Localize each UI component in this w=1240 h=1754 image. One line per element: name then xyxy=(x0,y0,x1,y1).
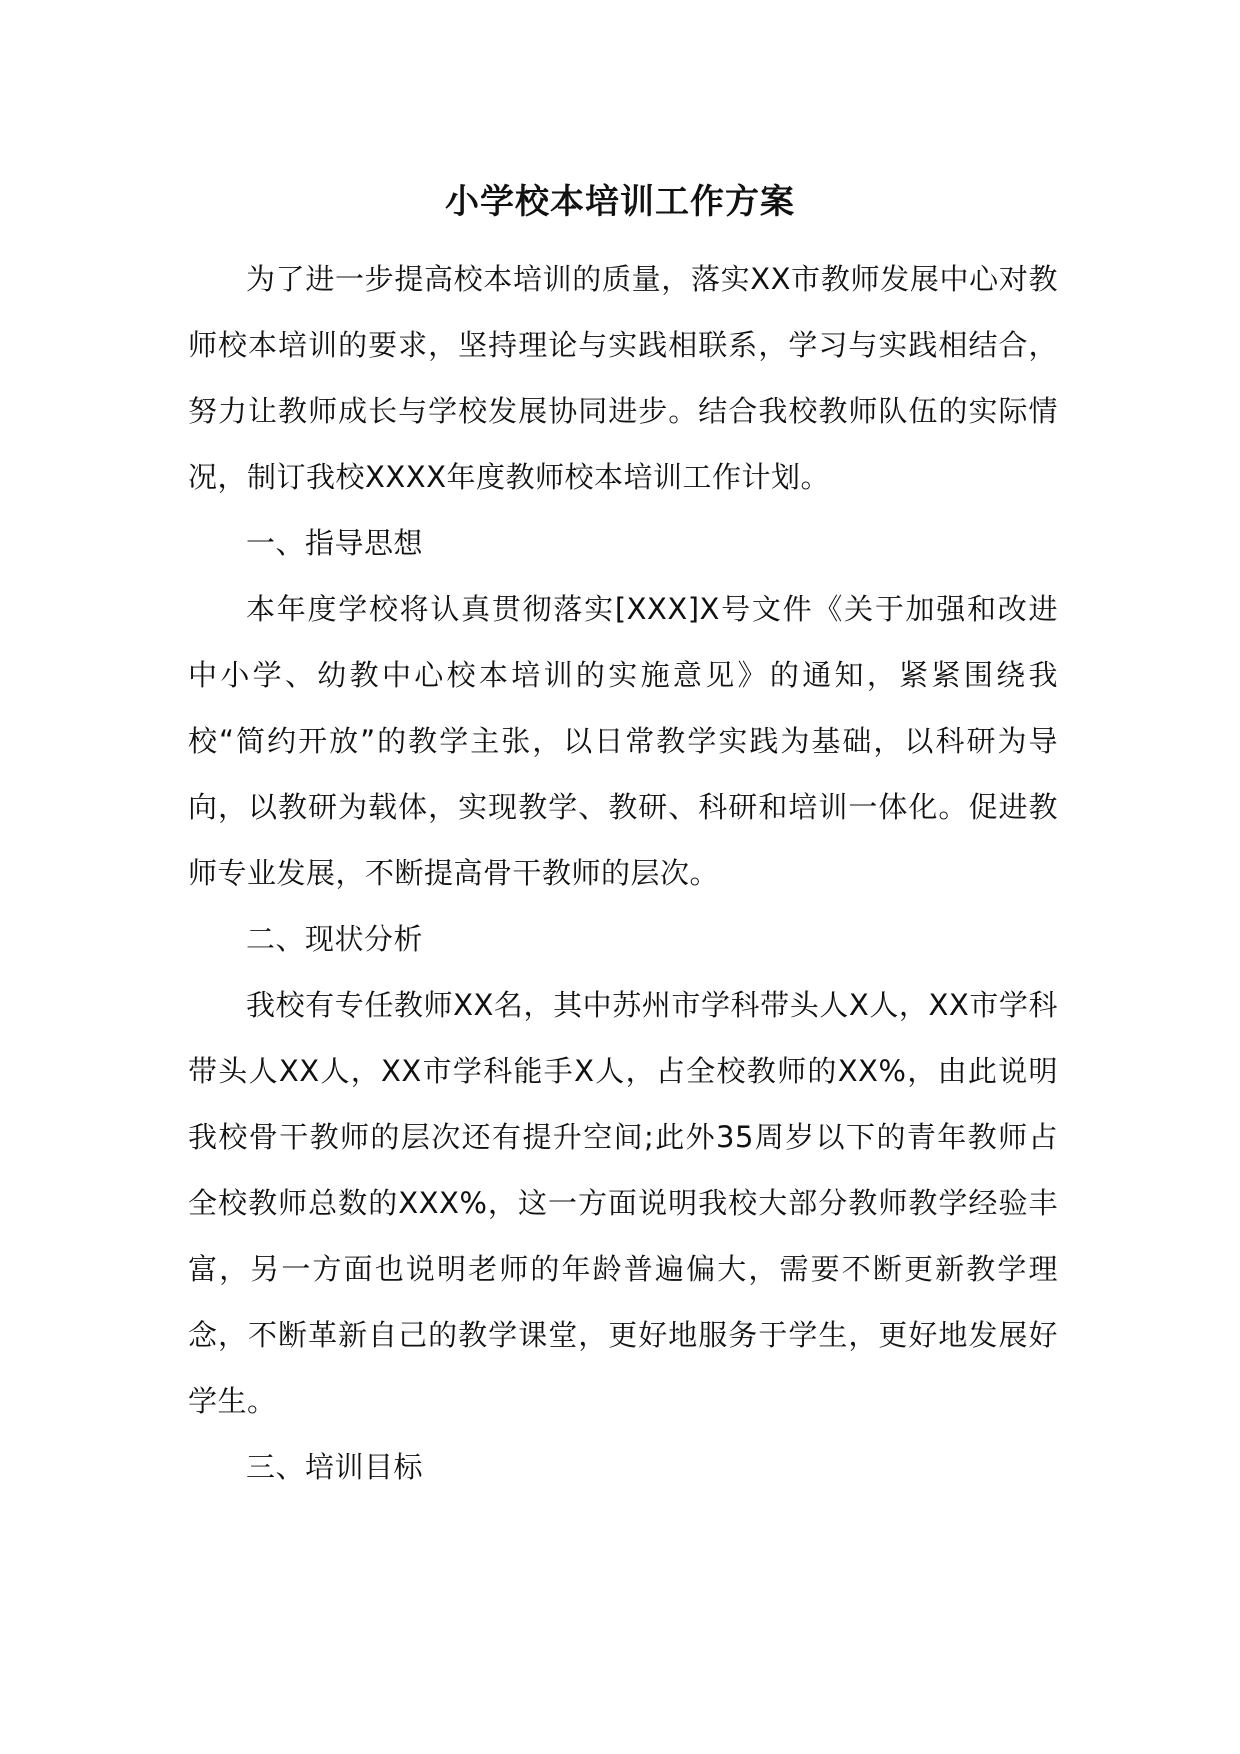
document-title: 小学校本培训工作方案 xyxy=(445,182,795,222)
paragraph-intro: 为了进一步提高校本培训的质量，落实XX市教师发展中心对教师校本培训的要求，坚持理论与实践相联系，学习与实践相结合，努力让教师成长与学校发展协同进步。结合我校教师队伍的实际情况，制订我校XXXX年度教师校本培训工作计划。 xyxy=(188,262,1058,494)
section-heading-training-goals: 三、培训目标 xyxy=(246,1450,424,1484)
paragraph-guiding-ideology: 本年度学校将认真贯彻落实[XXX]X号文件《关于加强和改进中小学、幼教中心校本培训的实施意见》的通知，紧紧围绕我校“简约开放”的教学主张，以日常教学实践为基础，以科研为导向，以教研为载体，实现教学、教研、科研和培训一体化。促进教师专业发展，不断提高骨干教师的层次。 xyxy=(188,592,1058,890)
paragraph-current-analysis: 我校有专任教师XX名，其中苏州市学科带头人X人，XX市学科带头人XX人，XX市学科能手X人，占全校教师的XX%，由此说明我校骨干教师的层次还有提升空间;此外35周岁以下的青年教师占全校教师总数的XXX%，这一方面说明我校大部分教师教学经验丰富，另一方面也说明老师的年龄普遍偏大，需要不断更新教学理念，不断革新自己的教学课堂，更好地服务于学生，更好地发展好学生。 xyxy=(188,988,1058,1418)
section-heading-guiding-ideology: 一、指导思想 xyxy=(246,526,424,560)
section-heading-current-analysis: 二、现状分析 xyxy=(246,922,424,956)
document-body xyxy=(188,246,1058,1500)
